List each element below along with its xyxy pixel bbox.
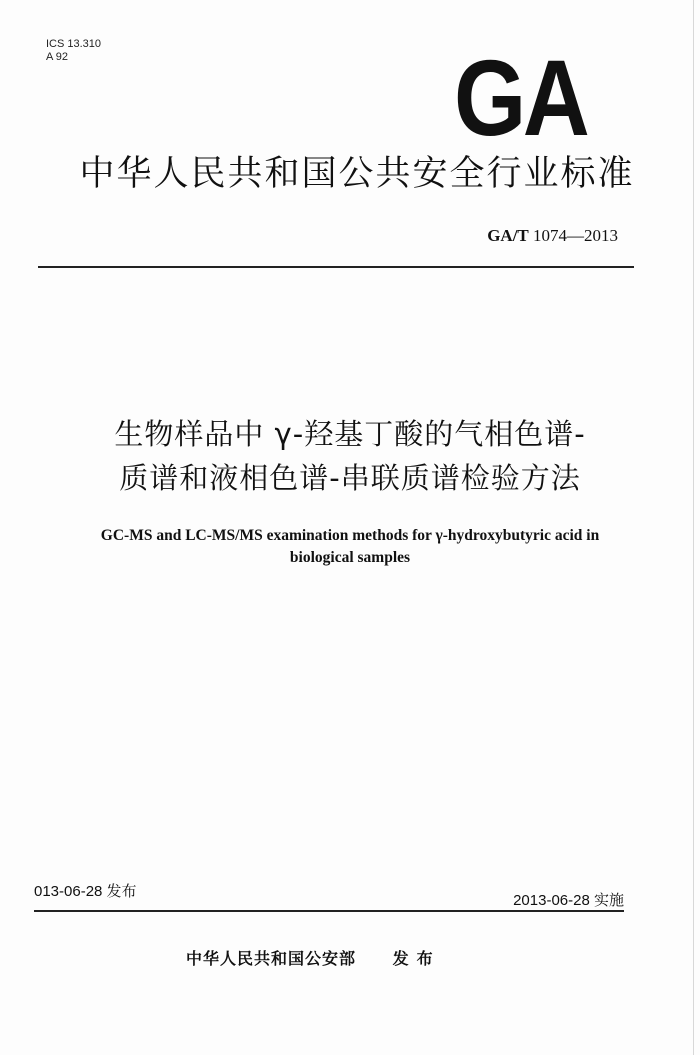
publisher-line [186,946,441,969]
bottom-divider [34,910,624,912]
ga-logo: GA [454,37,587,158]
publish-action: 发布 [392,949,441,968]
standard-title: 中华人民共和国公共安全行业标准 [79,154,635,194]
ics-code: ICS 13.310 [46,38,102,50]
standard-number [487,226,618,246]
chinese-title-line-1: 生物样品中 γ-羟基丁酸的气相色谱- [114,417,586,451]
issue-date: 013-06-28 发布 [34,883,137,900]
ccs-code: A 92 [46,51,69,63]
english-title-line-2: biological samples [289,549,411,566]
english-title-line-1: GC-MS and LC-MS/MS examination methods for γ-hydroxybutyric acid in [100,527,600,544]
classification-codes [46,38,101,64]
publisher-name: 中华人民共和国公安部 [186,949,357,968]
chinese-title-line-2: 质谱和液相色谱-串联质谱检验方法 [119,461,581,495]
english-title [0,525,700,569]
implementation-date: 2013-06-28 实施 [513,892,624,909]
chinese-title [0,412,700,500]
standard-number-prefix: GA/T [487,226,529,245]
top-divider [38,266,634,268]
standard-number-value: 1074—2013 [533,226,618,245]
